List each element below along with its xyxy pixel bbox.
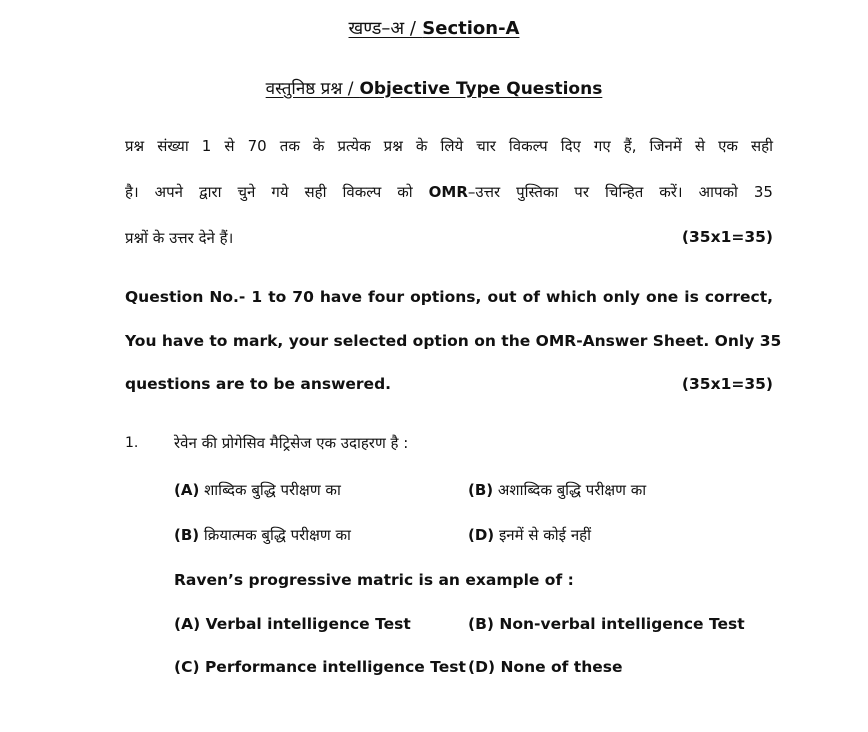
option-english-d	[468, 658, 623, 676]
hindi-instruction-line-3-text: प्रश्नों के उत्तर देने हैं।	[125, 229, 234, 247]
question-text-hindi: रेवेन की प्रोगेसिव मैट्रिसेज एक उदाहरण है :	[174, 434, 409, 452]
option-english-a-label: (A)	[174, 615, 201, 633]
option-hindi-b-text: अशाब्दिक बुद्धि परीक्षण का	[493, 481, 647, 499]
option-english-b	[468, 615, 745, 633]
hindi-instruction-line-3	[125, 228, 773, 248]
section-heading-hindi: खण्ड–अ /	[348, 18, 416, 39]
option-english-c-label: (C)	[174, 658, 200, 676]
english-instruction-line-2: You have to mark, your selected option on the OMR-Answer Sheet. Only 35	[125, 332, 782, 350]
option-english-c	[174, 658, 466, 676]
option-english-d-text: None of these	[495, 658, 623, 676]
hindi-instruction-line-2-start: है। अपने द्वारा चुने गये सही विकल्प को	[125, 183, 429, 201]
english-instruction-line-3	[125, 375, 773, 393]
option-hindi-a-text: शाब्दिक बुद्धि परीक्षण का	[199, 481, 341, 499]
option-hindi-a	[174, 480, 341, 500]
omr-text: OMR	[428, 183, 468, 201]
option-hindi-c	[174, 525, 351, 545]
section-heading-english: Section-A	[422, 18, 520, 39]
hindi-instruction-line-2	[125, 182, 773, 202]
option-english-c-text: Performance intelligence Test	[199, 658, 466, 676]
objective-heading	[0, 76, 868, 99]
option-english-d-label: (D)	[468, 658, 496, 676]
english-instruction-line-3-text: questions are to be answered.	[125, 375, 392, 393]
option-hindi-c-label: (B)	[174, 526, 200, 544]
objective-heading-english: Objective Type Questions	[359, 79, 603, 99]
option-hindi-c-text: क्रियात्मक बुद्धि परीक्षण का	[199, 526, 351, 544]
option-english-a-text: Verbal intelligence Test	[200, 615, 411, 633]
question-text-english: Raven’s progressive matric is an example of :	[174, 571, 574, 589]
option-hindi-b-label: (B)	[468, 481, 494, 499]
english-instruction-line-1: Question No.- 1 to 70 have four options, out of which only one is correct,	[125, 288, 773, 306]
option-hindi-b	[468, 480, 646, 500]
option-english-b-label: (B)	[468, 615, 494, 633]
option-hindi-d-text: इनमें से कोई नहीं	[494, 526, 591, 544]
option-english-b-text: Non-verbal intelligence Test	[493, 615, 745, 633]
section-heading	[0, 16, 868, 40]
hindi-marks: (35x1=35)	[681, 228, 773, 246]
english-marks: (35x1=35)	[681, 375, 773, 393]
hindi-instruction-line-2-end: –उत्तर पुस्तिका पर चिन्हित करें। आपको 35	[467, 183, 773, 201]
option-hindi-d-label: (D)	[468, 526, 495, 544]
question-number: 1.	[125, 435, 139, 451]
option-hindi-d	[468, 525, 591, 545]
hindi-instruction-line-1: प्रश्न संख्या 1 से 70 तक के प्रत्येक प्रश्न के लिये चार विकल्प दिए गए हैं, जिनमें से एक सही	[125, 137, 773, 155]
option-hindi-a-label: (A)	[174, 481, 200, 499]
option-english-a	[174, 615, 411, 633]
objective-heading-hindi: वस्तुनिष्ठ प्रश्न /	[265, 79, 354, 99]
